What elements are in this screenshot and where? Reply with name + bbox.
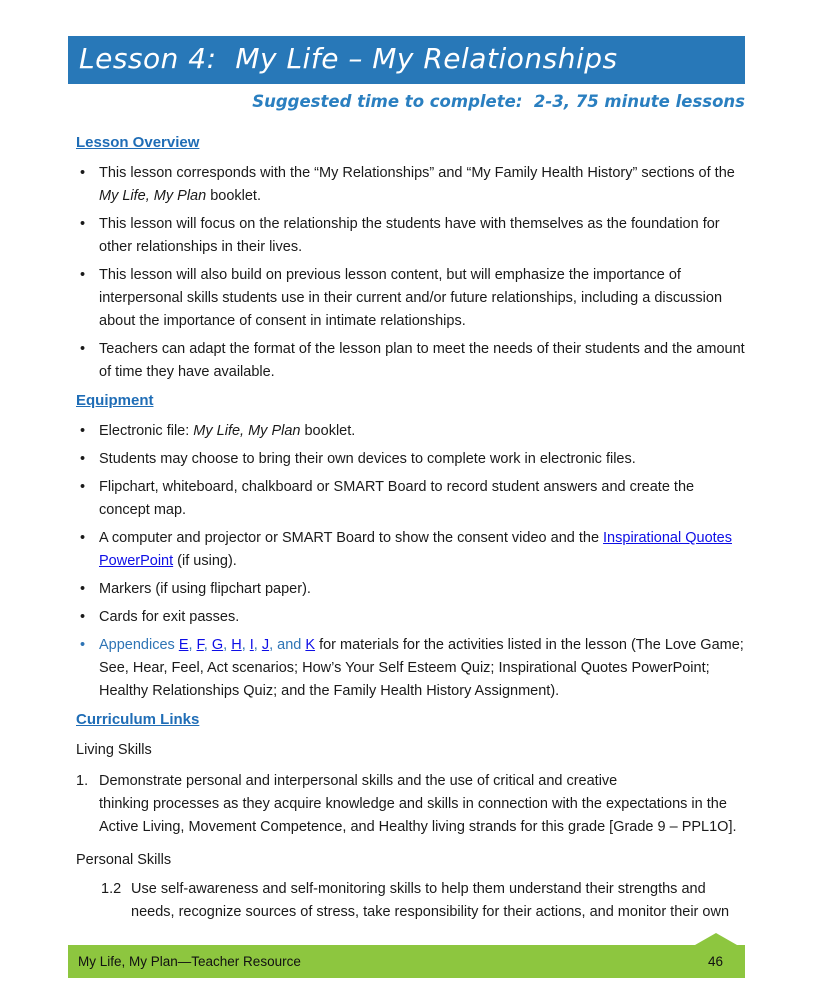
separator: , [269,637,278,653]
booklet-title-italic: My Life, My Plan [99,188,207,204]
lesson-overview-heading: Lesson Overview [76,134,200,151]
list-item [68,606,745,629]
footer-resource-label: My Life, My Plan—Teacher Resource [78,954,301,969]
appendix-h-link[interactable]: H [231,637,242,653]
lesson-overview-list [68,162,745,384]
page-number: 46 [707,954,723,969]
list-item [68,420,745,443]
bullet-text: (if using). [173,553,237,569]
separator: , [223,637,232,653]
bullet-text: This lesson corresponds with the “My Relationships” and “My Family Health History” sections of the [99,165,735,181]
appendix-i-link[interactable]: I [249,637,254,653]
suggested-time-text: Suggested time to complete: 2-3, 75 minute lessons [252,92,745,111]
separator: , [203,637,212,653]
bullet-text: Markers (if using flipchart paper). [99,581,311,597]
up-arrow-icon [695,933,737,945]
bullet-text: This lesson will focus on the relationship the students have with themselves as the foundation for other relationships in their lives. [99,216,720,255]
separator: , [188,637,197,653]
curriculum-item-1 [68,770,745,839]
separator: , [241,637,250,653]
list-item [68,264,745,333]
lesson-title-banner [68,36,745,84]
and-label: and [277,637,306,653]
item-number: 1.2 [101,881,122,897]
list-item [68,476,745,522]
list-item [68,448,745,471]
list-item [68,338,745,384]
page-content [68,0,745,924]
curriculum-item-1-2 [68,878,745,924]
appendices-label: Appendices [99,637,179,653]
inspirational-quotes-powerpoint-link[interactable]: Inspirational Quotes PowerPoint [99,530,732,569]
separator: , [253,637,262,653]
list-item [68,213,745,259]
bullet-text: Teachers can adapt the format of the lesson plan to meet the needs of their students and the amount of time they have available. [99,341,745,380]
bullet-text: This lesson will also build on previous lesson content, but will emphasize the importance of interpersonal skills students use in their current and/or future relationships, including a discussion about the importance of consent in intimate relationships. [99,267,723,329]
appendices-list-item [68,634,745,703]
bullet-text: booklet. [300,423,356,439]
bullet-text: booklet. [206,188,261,204]
bullet-text: Flipchart, whiteboard, chalkboard or SMART Board to record student answers and create the concept map. [99,479,695,518]
bullet-text: Cards for exit passes. [99,609,240,625]
list-item [68,578,745,601]
appendix-j-link[interactable]: J [261,637,270,653]
bullet-text: A computer and projector or SMART Board to show the consent video and the [99,530,604,546]
item-text: Use self-awareness and self-monitoring skills to help them understand their strengths and needs, recognize sources of stress, take responsibility for their actions, and monitor their own [131,881,730,920]
bullet-text: Students may choose to bring their own devices to complete work in electronic files. [99,451,636,467]
equipment-heading: Equipment [76,392,154,409]
bullet-text: for materials for the activities listed in the lesson (The Love Game; See, Hear, Feel, Act scenarios; How’s Your Self Esteem Quiz; Inspirational Quotes PowerPoint; Healthy Relationships Quiz; and the Family Health History Assignment). [99,637,744,699]
appendix-g-link[interactable]: G [211,637,224,653]
personal-skills-label: Personal Skills [76,852,172,868]
equipment-list [68,420,745,703]
living-skills-label: Living Skills [76,742,152,758]
curriculum-links-heading: Curriculum Links [76,711,200,728]
page-title: Lesson 4: My Life – My Relationships [79,42,618,75]
booklet-title-italic: My Life, My Plan [193,423,301,439]
list-item [68,527,745,573]
bullet-text: Electronic file: [99,423,194,439]
appendix-f-link[interactable]: F [196,637,204,653]
item-text-rest: thinking processes as they acquire knowledge and skills in connection with the expectations in the Active Living, Movement Competence, and Healthy living strands for this grade [Grade 9 – PPL1O]. [99,796,737,835]
appendix-k-link[interactable]: K [305,637,316,653]
appendix-e-link[interactable]: E [178,637,189,653]
item-number: 1. [76,773,89,789]
footer-bar [68,945,745,978]
item-text-line1: Demonstrate personal and interpersonal skills and the use of critical and creative [99,773,618,789]
list-item [68,162,745,208]
